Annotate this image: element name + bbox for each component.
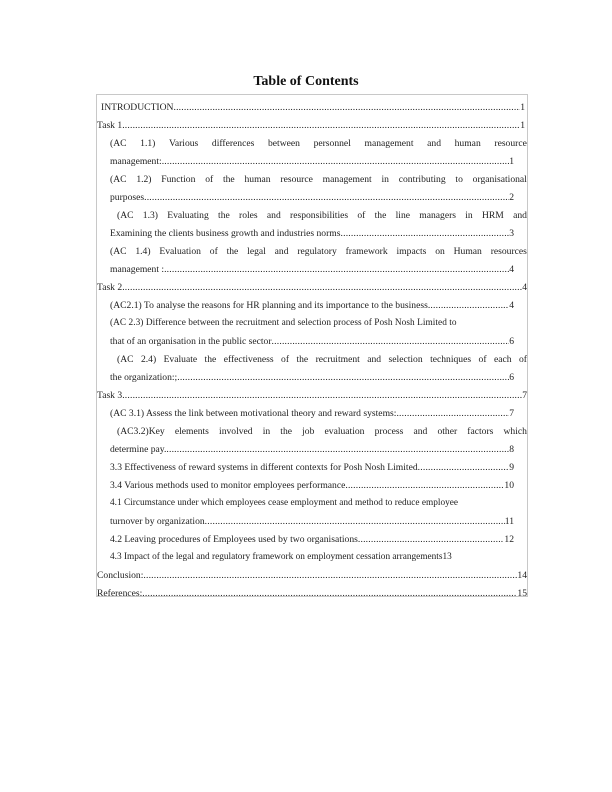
toc-entry-4-3[interactable] — [110, 552, 515, 570]
toc-entry-label: 4.2 Leaving procedures of Employees used by two organisations — [110, 534, 358, 545]
toc-entry-task-2[interactable] — [97, 282, 527, 300]
toc-entry-label-line2: turnover by organization — [110, 516, 205, 527]
toc-entry-ac-2-1[interactable] — [110, 300, 514, 318]
toc-entry-label-line1: (AC 1.3) Evaluating the roles and responsibilities of the line managers in HRM and — [117, 210, 527, 221]
toc-page-number: 1 — [509, 156, 514, 167]
toc-entry-label-line2: purposes — [110, 192, 145, 203]
leader-dots — [164, 264, 509, 275]
leader-dots — [162, 156, 510, 167]
toc-page-number: 14 — [517, 570, 527, 581]
toc-page-number: 1 — [520, 120, 525, 131]
toc-entry-label-line1: 4.1 Circumstance under which employees cease employment and method to reduce employee — [110, 498, 458, 508]
leader-dots — [345, 480, 504, 491]
toc-page-number: 4 — [509, 300, 514, 311]
toc-page-number: 2 — [509, 192, 514, 203]
toc-page-number: 9 — [509, 462, 514, 473]
toc-page-number: 4 — [509, 264, 514, 275]
toc-entry-label: Task 1 — [97, 120, 123, 131]
toc-entry-label-line2: determine pay. — [110, 444, 167, 455]
toc-entry-ac-3-1[interactable] — [110, 408, 514, 426]
toc-page-number: 6 — [509, 336, 514, 347]
toc-entry-4-2[interactable] — [110, 534, 514, 552]
toc-entry-label-line1: (AC 2.4) Evaluate the effectiveness of the recruitment and selection techniques of each of — [117, 354, 527, 365]
toc-entry-3-3[interactable] — [110, 462, 514, 480]
toc-page-number: 8 — [509, 444, 514, 455]
toc-entry-3-4[interactable] — [110, 480, 514, 498]
leader-dots — [341, 228, 510, 239]
toc-entry-label-line2: management : — [110, 264, 165, 275]
leader-dots — [177, 372, 509, 383]
toc-entry-label: Task 3 — [97, 390, 123, 401]
leader-dots — [396, 408, 509, 419]
toc-page-number: 11 — [504, 516, 514, 527]
toc-entry-label-line2: Examining the clients business growth and industries norms — [110, 228, 341, 239]
leader-dots — [122, 120, 520, 131]
toc-entry-label: References: — [97, 588, 143, 599]
toc-page-number: 7 — [509, 408, 514, 419]
toc-entry-task-3[interactable] — [97, 390, 527, 408]
leader-dots — [428, 300, 509, 311]
leader-dots — [122, 282, 522, 293]
toc-entry-label: 3.4 Various methods used to monitor employees performance — [110, 480, 346, 491]
leader-dots — [122, 390, 522, 401]
toc-entry-label: 3.3 Effectiveness of reward systems in different contexts for Posh Nosh Limited — [110, 462, 418, 473]
leader-dots — [358, 534, 505, 545]
leader-dots — [166, 444, 509, 455]
toc-entry-label: Conclusion: — [97, 570, 144, 581]
toc-entry-label: (AC 3.1) Assess the link between motivational theory and reward systems: — [110, 408, 397, 419]
toc-entry-label-line1: (AC 1.2) Function of the human resource management in contributing to organisational — [110, 174, 527, 185]
toc-entry-task-1[interactable] — [97, 120, 525, 138]
toc-entry-label-line1: (AC 1.1) Various differences between personnel management and human resource — [110, 138, 527, 149]
toc-page-number: 3 — [509, 228, 514, 239]
toc-page-number: 7 — [522, 390, 527, 401]
toc-entry-label: Task 2 — [97, 282, 123, 293]
toc-entry-label: 4.3 Impact of the legal and regulatory framework on employment cessation arrangements — [110, 552, 443, 562]
toc-entry-introduction[interactable] — [101, 102, 525, 120]
leader-dots — [272, 336, 510, 347]
toc-page-number: 6 — [509, 372, 514, 383]
toc-entry-label-line2: that of an organisation in the public sector — [110, 336, 272, 347]
page-title: Table of Contents — [253, 74, 359, 89]
table-of-contents — [96, 94, 528, 597]
toc-entry-label-line1: (AC 2.3) Difference between the recruitment and selection process of Posh Nosh Limited to — [110, 318, 457, 328]
toc-entry-label: INTRODUCTION — [101, 102, 174, 113]
toc-entry-label-line1: (AC 1.4) Evaluation of the legal and regulatory framework impacts on Human resources — [110, 246, 527, 257]
toc-entry-label-line2: the organization:; — [110, 372, 178, 383]
toc-page-number: 10 — [504, 480, 514, 491]
leader-dots — [142, 588, 517, 599]
leader-dots — [418, 462, 510, 473]
leader-dots — [173, 102, 520, 113]
toc-page-number: 12 — [504, 534, 514, 545]
leader-dots — [144, 192, 509, 203]
toc-page-number: 13 — [442, 552, 452, 562]
toc-entry-references[interactable] — [97, 588, 527, 606]
toc-page-number: 15 — [517, 588, 527, 599]
toc-entry-label-line2: management: — [110, 156, 162, 167]
toc-entry-label: (AC2.1) To analyse the reasons for HR planning and its importance to the business — [110, 300, 428, 311]
leader-dots — [205, 516, 505, 527]
toc-entry-conclusion[interactable] — [97, 570, 527, 588]
toc-page-number: 4 — [522, 282, 527, 293]
leader-dots — [143, 570, 517, 581]
toc-page-number: 1 — [520, 102, 525, 113]
toc-entry-label-line1: (AC3.2)Key elements involved in the job evaluation process and other factors which — [117, 426, 527, 437]
